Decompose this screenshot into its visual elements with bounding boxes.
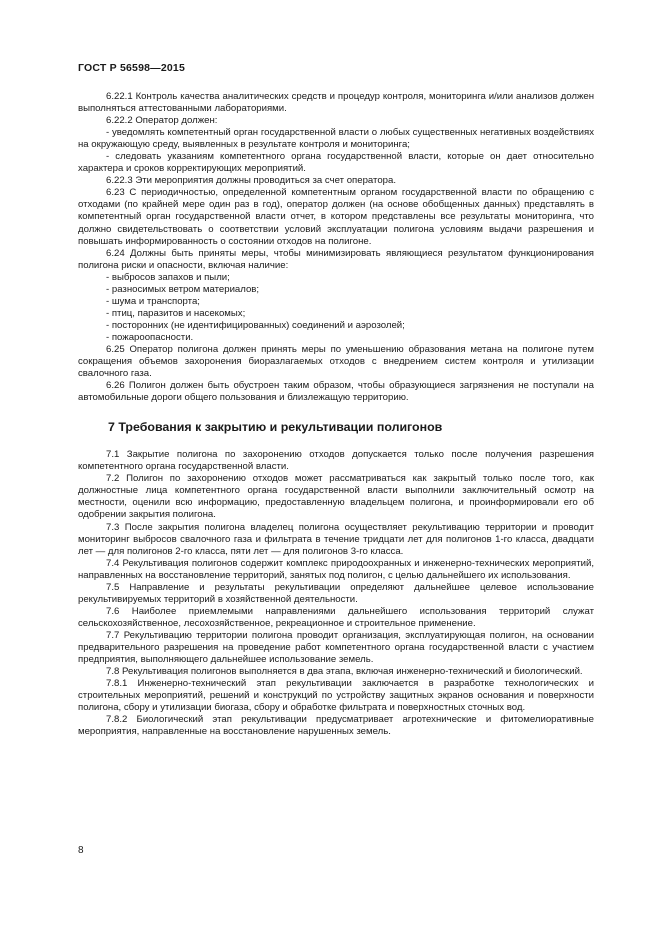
paragraph-7-8: 7.8 Рекультивация полигонов выполняется в два этапа, включая инженерно-технический и биологический. <box>106 666 583 678</box>
list-item: - разносимых ветром материалов; <box>106 283 260 295</box>
paragraph-6-22-1: 6.22.1 Контроль качества аналитических средств и процедур контроля, мониторинга и/или анализов должен выполняться аттестованными лабораториями. <box>78 91 594 115</box>
paragraph-7-8-1: 7.8.1 Инженерно-технический этап рекультивации заключается в разработке технологических и строительных мероприятий, решений и конструкций по устройству защитных экранов основания и поверхности полигона, сбору и утилизации биогаза, сбору и обработке фильтрата и поверхностных сточных вод. <box>78 678 594 714</box>
list-item: - шума и транспорта; <box>106 295 200 307</box>
paragraph-6-25: 6.25 Оператор полигона должен принять меры по уменьшению образования метана на полигоне путем сокращения объемов захоронения биоразлагаемых отходов с внедрением систем контроля и утилизации свалочного газа. <box>78 343 594 380</box>
list-item: - следовать указаниям компетентного органа государственной власти, которые он дает относительно характера и сроков корректирующих мероприятий. <box>78 151 594 175</box>
paragraph-7-3: 7.3 После закрытия полигона владелец полигона осуществляет рекультивацию территории и проводит мониторинг выбросов свалочного газа и фильтрата в течение тридцати лет для полигонов 1-го класса, двадцати лет — для полигонов 2-го класса, пяти лет — для полигонов 3-го класса. <box>78 521 594 557</box>
paragraph-6-22-2: 6.22.2 Оператор должен: <box>106 115 218 127</box>
list-item: - уведомлять компетентный орган государственной власти о любых существенных негативных воздействиях на окружающую среду, выявленных в результате контроля и мониторинга; <box>78 127 594 151</box>
paragraph-6-23: 6.23 С периодичностью, определенной компетентным органом государственной власти по обращению с отходами (по крайней мере один раз в год), оператор должен (на основе обобщенных данных) представлять в компетентный орган государственной власти отчет, в котором представлены все результаты мониторинга, что должно свидетельствовать о соответствии условий эксплуатации полигона условиям выдачи разрешения и повышать информированность о состоянии отходов на полигоне. <box>78 187 594 247</box>
section-7-heading: 7 Требования к закрытию и рекультивации полигонов <box>108 420 443 435</box>
page-number: 8 <box>78 845 84 856</box>
paragraph-7-5: 7.5 Направление и результаты рекультивации определяют дальнейшее целевое использование рекультивируемых территорий в хозяйственной деятельности. <box>78 581 594 605</box>
paragraph-7-2: 7.2 Полигон по захоронению отходов может рассматриваться как закрытый только после того, как должностные лица компетентного органа государственной власти выполнили заключительный осмотр на местности, оценили всю информацию, предоставленную владельцем полигона, и проинформировали его об одобрении закрытия полигона. <box>78 473 594 521</box>
paragraph-7-6: 7.6 Наиболее приемлемыми направлениями дальнейшего использования территорий служат сельскохозяйственное, лесохозяйственное, рекреационное и строительное применение. <box>78 605 594 629</box>
paragraph-6-24: 6.24 Должны быть приняты меры, чтобы минимизировать являющиеся результатом функционирования полигона риски и опасности, включая наличие: <box>78 247 594 271</box>
paragraph-6-22-3: 6.22.3 Эти мероприятия должны проводиться за счет оператора. <box>106 175 396 187</box>
paragraph-7-1: 7.1 Закрытие полигона по захоронению отходов допускается только после получения разрешения компетентного органа государственной власти. <box>78 449 594 473</box>
paragraph-6-26: 6.26 Полигон должен быть обустроен таким образом, чтобы образующиеся загрязнения не поступали на автомобильные дороги общего пользования и близлежащую территорию. <box>78 380 594 404</box>
page-content <box>78 91 594 738</box>
paragraph-7-7: 7.7 Рекультивацию территории полигона проводит организация, эксплуатирующая полигон, на основании предварительного разрешения на проведение работ компетентного органа государственной власти с участием предприятия, выполняющего дальнейшее использование земель. <box>78 629 594 666</box>
list-item: - выбросов запахов и пыли; <box>106 271 230 283</box>
list-item: - птиц, паразитов и насекомых; <box>106 307 246 319</box>
list-item: - пожароопасности. <box>106 331 194 343</box>
list-item: - посторонних (не идентифицированных) соединений и аэрозолей; <box>106 319 405 331</box>
document-header: ГОСТ Р 56598—2015 <box>78 62 186 74</box>
paragraph-7-8-2: 7.8.2 Биологический этап рекультивации предусматривает агротехнические и фитомелиоративные мероприятия, направленные на восстановление нарушенных земель. <box>78 714 594 738</box>
paragraph-7-4: 7.4 Рекультивация полигонов содержит комплекс природоохранных и инженерно-технических мероприятий, направленных на восстановление территорий, занятых под полигон, с целью дальнейшего их использования. <box>78 557 594 581</box>
